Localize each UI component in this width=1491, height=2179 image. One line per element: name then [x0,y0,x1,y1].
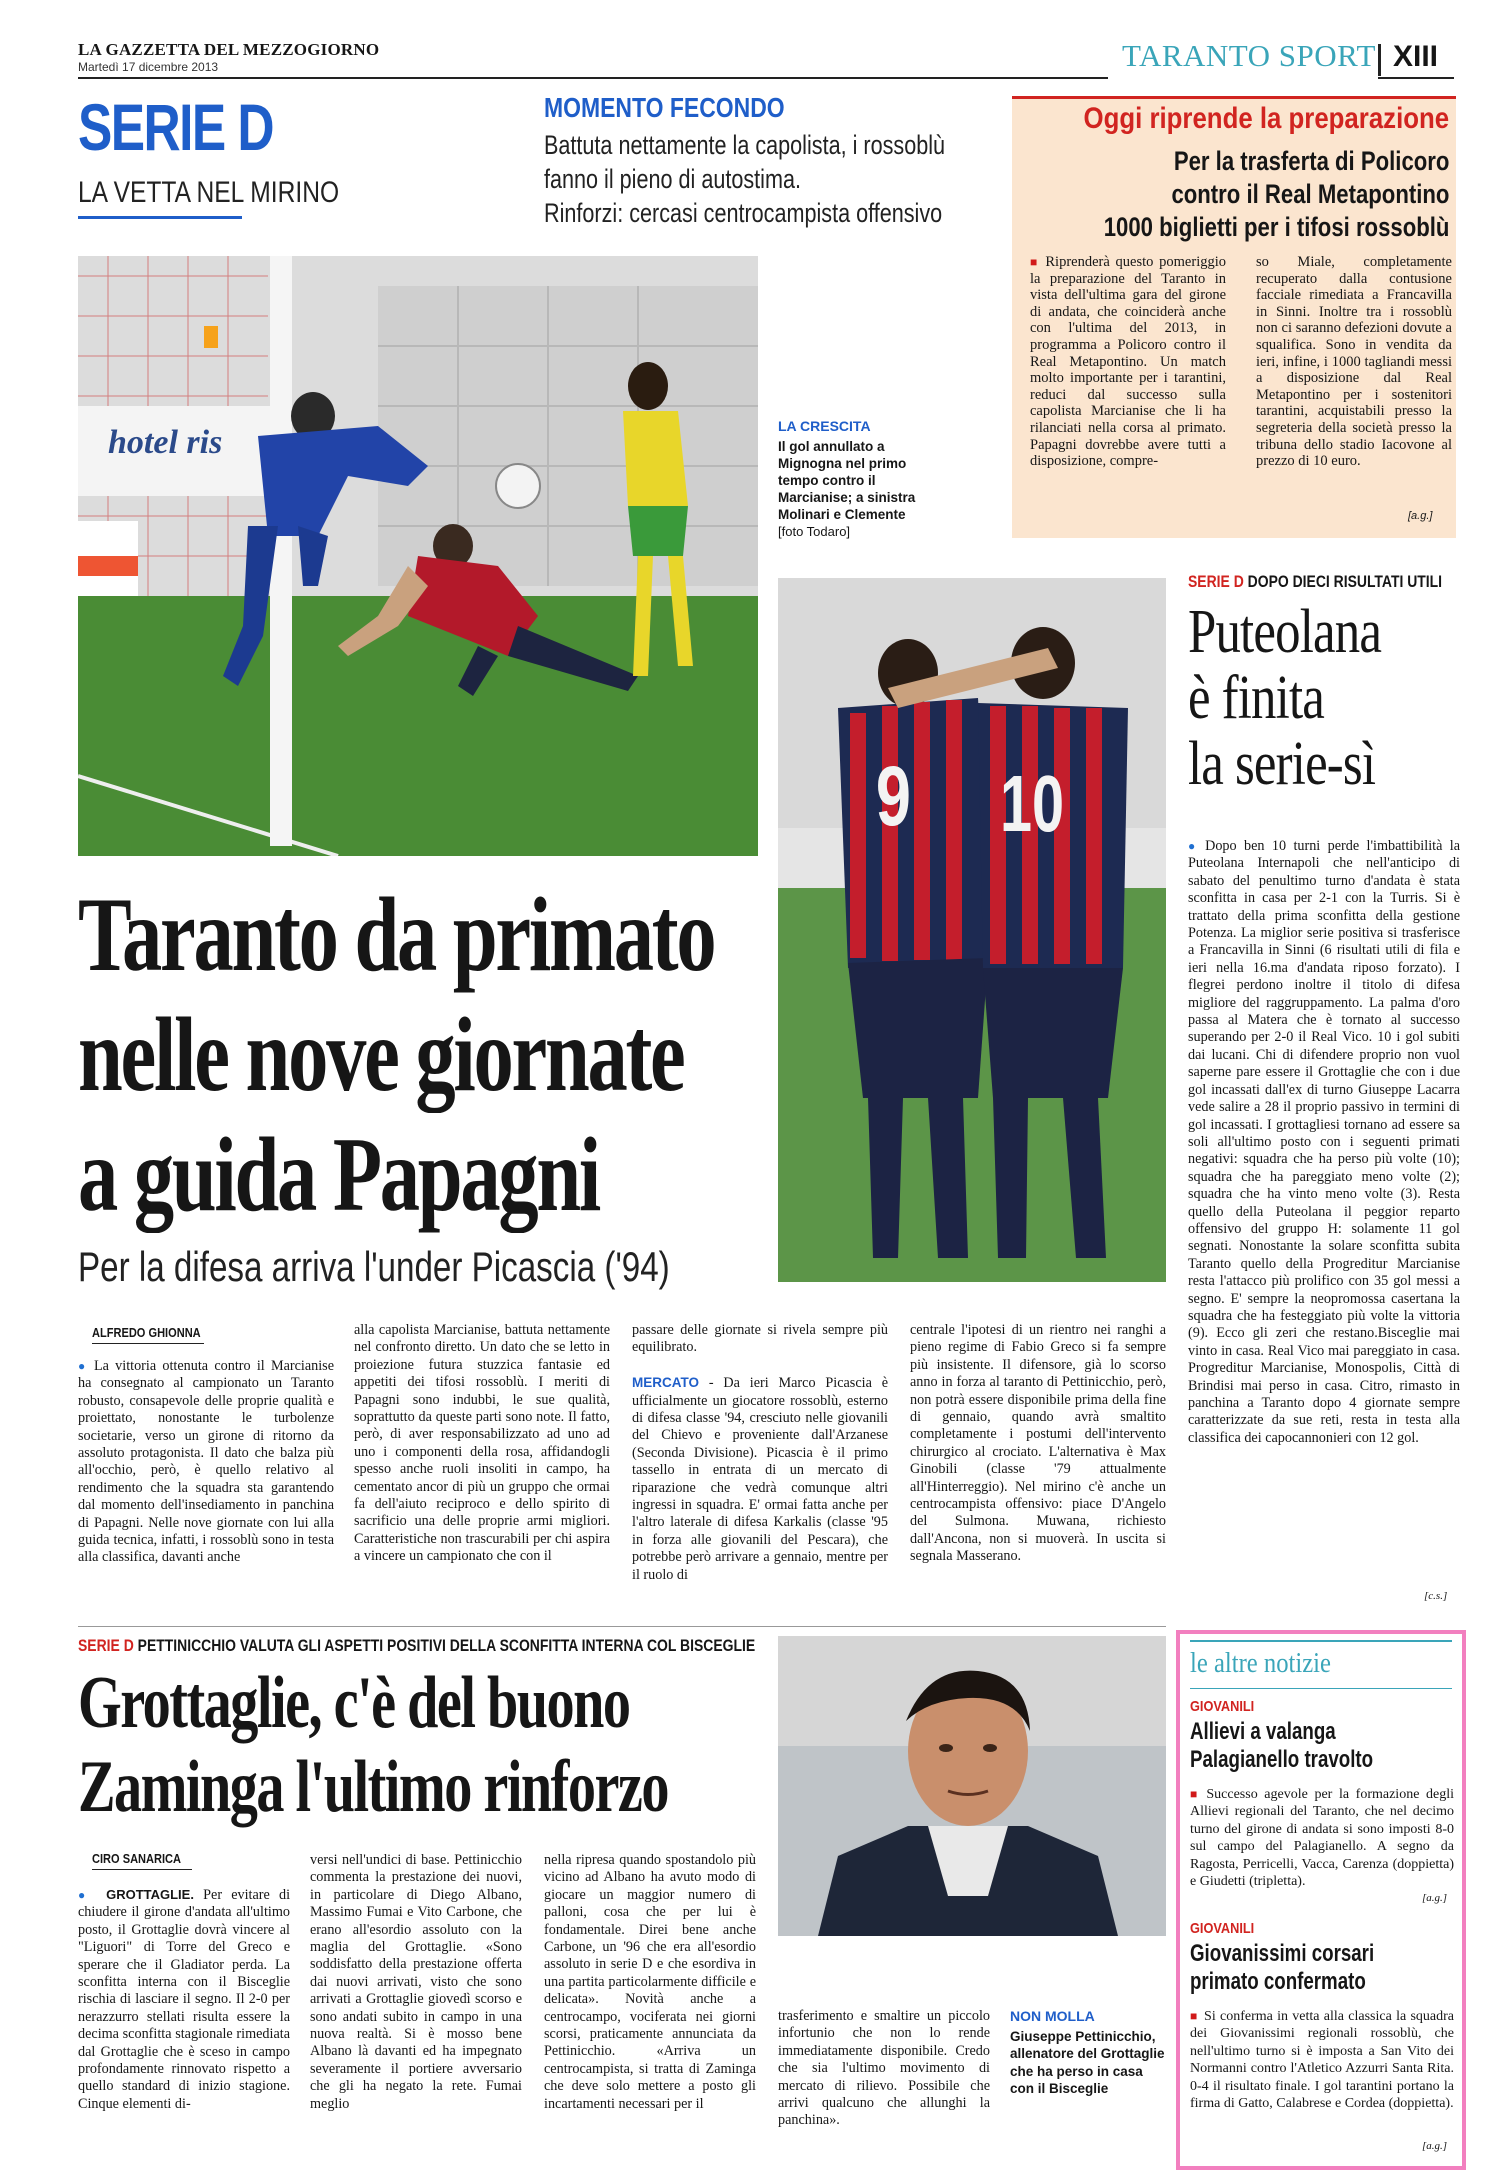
masthead-divider [1378,44,1381,76]
masthead-page-number: XIII [1393,40,1439,73]
grottaglie-col4: trasferimento e smaltire un piccolo infortunio che non lo rende immediatamente disponibile. Credo che sia l'ultimo movimento di mercato di rilievo. Possibile che arrivi qualcuno che allunghi la panchina». [778,2008,990,2129]
preparation-box [1012,96,1456,538]
celebration-illustration [778,578,1166,1282]
grottaglie-kicker-text: PETTINICCHIO VALUTA GLI ASPETTI POSITIVI DELLA SCONFITTA INTERNA COL BISCEGLIE [137,1636,756,1655]
puteolana-kicker [1188,572,1442,592]
tagline-underline [78,216,242,219]
main-col4: centrale l'ipotesi di un rientro nei ranghi a pieno regime di Fabio Greco si fa sempre più insistente. Il difensore, già lo scorso anno in forza al taranto di Pettinicchio, però, non potrà essere disponibile prima della fine di gennaio, quando avrà smaltito completamente i postumi dell'intervento chirurgico al crociato. L'alternativa è Max Ginobili (classe '79 attualmente all'Hinterreggio). Nel mirino c'è anche un centrocampista offensivo: piace D'Angelo del Sulmona. Muwana, richiesto dall'Ancona, non si muoverà. In uscita si segnala Masserano. [910,1322,1166,1565]
shirt-number-9: 9 [875,749,911,843]
preparation-col1: ■ Riprenderà questo pomeriggio la preparazione del Taranto in vista dell'ultima gara del girone di andata, che coinciderà anche con l'ultima del 2013, in programma a Policoro contro il Real Metapontino. Un match molto importante per i tarantini, reduci dal successo sulla capolista Marcianise che li ha rilanciati nella corsa al primato. Papagni dovrebbe avere tutti a disposizione, compre- [1030,254,1226,470]
grottaglie-author: CIRO SANARICA [92,1851,182,1866]
billboard-text: hotel ris [108,424,223,461]
grottaglie-col3: nella ripresa quando spostandolo più vicino ad Albano ha avuto modo di giocare un maggior numero di palloni, cosa che per lui è fondamentale. Direi bene anche Carbone, un '96 che era all'esordio assoluto in serie D e che esordiva in una partita particolarmente difficile e delicata». Novità anche a centrocampo, vociferata nei giorni scorsi, praticamente annunciata da Pettinicchio. «Arriva un centrocampista, si tratta di Zaminga che deve solo mettere a posto gli incartamenti necessari per il [544,1852,756,2112]
main-col2: alla capolista Marcianise, battuta nettamente nel confronto diretto. Un dato che se letto in proiezione futura stuzzica fantasie ed appetiti dei tifosi rossoblù. I meriti di Papagni sono indubbi, le sue qualità, soprattutto da queste parti sono note. Il fatto, però, di aver responsabilizzato ad uno ad uno i componenti della rosa, affidandogli spesso anche ruoli insoliti in campo, ha cementato ancor di più un gruppo che ormai fa dell'aiuto reciproco e dello spirito di sacrificio una delle proprie armi migliori. Caratteristiche non trascurabili per chi aspira a vincere un campionato che con il [354,1322,610,1565]
other-news-title: le altre notizie [1190,1648,1331,1679]
preparation-signature: [a.g.] [1408,510,1433,522]
grottaglie-col1-text: Per evitare di chiudere il girone d'andata all'ultimo posto, il Grottaglie dovrà vincere al "Liguori" di Torre del Greco e sperare che il Gladiator perda. La sconfitta interna con il Bisceglie rischia di lasciare il segno. Il 2-0 per nerazzurro stellati risulta essere la decima sconfitta stagionale rimediata dal Grottaglie che è sceso in campo profondamente rinnovato rispetto a quello standard di inizio stagione. Cinque elementi di- [78,1887,291,2112]
grottaglie-col1 [78,1886,290,2113]
shirt-number-10: 10 [1000,759,1065,848]
photo1-caption-kicker: LA CRESCITA [778,418,871,434]
grottaglie-kicker [78,1636,755,1656]
masthead-rule [78,77,1108,79]
coach-caption: Giuseppe Pettinicchio, allenatore del Grottaglie che ha perso in casa con il Bisceglie [1010,2029,1165,2097]
grottaglie-kicker-league: SERIE D [78,1636,134,1655]
puteolana-kicker-league: SERIE D [1188,572,1244,591]
main-col1: ● La vittoria ottenuta contro il Marcianise ha consegnato al campionato un Taranto robusto, consapevole delle proprie qualità e proiettato, nonostante le turbolenze societarie, verso un girone di ritorno da assoluto protagonista. Il dato che balza più all'occhio, però, è quello relativo al rendimento che la squadra sta garantendo dal momento dell'insediamento in panchina di Papagni. Nelle nove giornate con lui alla guida tecnica, infatti, i rossoblù sono in testa alla classifica, davanti anche [78,1358,334,1567]
puteolana-signature: [c.s.] [1424,1590,1448,1602]
item1-signature: [a.g.] [1422,1892,1448,1904]
item1-kicker: GIOVANILI [1190,1698,1255,1715]
other-news-box [1176,1630,1466,2170]
league-tagline: LA VETTA NEL MIRINO [78,176,340,209]
puteolana-body: ● Dopo ben 10 turni perde l'imbattibilità la Puteolana Internapoli che nell'anticipo di sabato del penultimo turno d'andata è stata sconfitta in casa per 2-1 con la Turris. Si è trattato della prima sconfitta della gestione Potenza. La miglior serie positiva si trasferisce a Francavilla in Sinni (6 risultati utili di fila e ieri nella 16.ma d'andata riposo forzato). I flegrei perdono inoltre il titolo di difesa migliore del raggruppamento. La palma d'oro passa al Matera che è tornato al successo superando per 2-0 il Real Vico. 10 i gol subiti dai lucani. Chi di difendere proprio non vuol saperne pare essere il Grottaglie che con i due gol incassati dall'ex di turno Giuseppe Lacarra vede salire a 28 il proprio passivo in termini di gol incassati. I grottagliesi tornano ad essere sa soli all'ultimo posto con i seguenti primati negativi: squadra che ha perso più volte (10); squadra che ha pareggiato meno volte (2); squadra che ha vinto meno volte (3). Resta quello della Puteolana il peggior reparto offensivo del gruppo H: solamente 11 gol segnati. Nonostante la solare sconfitta subita Taranto quello della Progreditur Marcianise resta l'attacco più prolifico con 35 gol messi a segno. E' sempre la neopromossa casertana la squadra che ha festeggiato più volte la vittoria (9). Ecco gli zeri che restano.Bisceglie mai vinto in casa. Real Vico mai pareggiato in casa. Progreditur Marcianise, Monospolis, Città di Brindisi mai perso in casa. Citro, rimasto in panchina a Taranto dopo 4 giornate sempre caratterizzate da sue reti, resta in testa alla classifica dei capocannonieri con 12 gol. [1188,838,1460,1447]
preparation-title-3: 1000 biglietti per i tifosi rossoblù [1103,212,1450,242]
momento-subhead-1: Battuta nettamente la capolista, i rossoblù [544,130,946,160]
item2-kicker: GIOVANILI [1190,1920,1255,1937]
puteolana-headline-3: la serie-sì [1188,730,1376,798]
masthead-rule-right [1378,77,1454,79]
grottaglie-dateline: GROTTAGLIE. [106,1887,194,1902]
main-author: ALFREDO GHIONNA [92,1325,201,1340]
preparation-kicker: Oggi riprende la preparazione [1083,102,1450,135]
grottaglie-headline-2: Zaminga l'ultimo rinforzo [78,1746,668,1828]
item1-title-2: Palagianello travolto [1190,1746,1374,1773]
item2-body: ■ Si conferma in vetta alla classica la squadra dei Giovanissimi regionali rossoblù, che nell'ultimo turno si è imposta a San Vito dei Normanni contro l'Atletico Azzurri Santa Rita. 0-4 il risultato finale. I gol tarantini portano la firma di Gatto, Calabrese e Cordea (doppietta). [1190,2008,1454,2112]
momento-subhead-3: Rinforzi: cercasi centrocampista offensivo [544,198,943,228]
main-col3-text-b: - Da ieri Marco Picascia è ufficialmente un giocatore rossoblù, esterno di difesa classe '94, cresciuto nelle giovanili del Chievo e proveniente dall'Arzanese (Seconda Divisione). Picascia è il primo tassello in entrata di un mercato di riparazione che vedrà comunque altri ingressi in squadra. E' ormai fatta anche per l'altro laterale di difesa Karkalis (classe '95 in forza alle giovanili del Pescara), che potrebbe però arrivare a gennaio, mentre per il ruolo di [632,1375,888,1583]
photo1-credit: [foto Todaro] [778,524,851,539]
grottaglie-headline-1: Grottaglie, c'è del buono [78,1662,630,1744]
coach-illustration [778,1636,1166,1936]
grottaglie-col2: versi nell'undici di base. Pettinicchio commenta la prestazione dei nuovi, in particolare di Diego Albano, Massimo Fumai e Vito Carbone, che erano all'esordio assoluto con la maglia del Grottaglie. «Sono soddisfatto della prestazione offerta dai nuovi arrivati, visto che sono arrivati a Grottaglie giovedì scorso e sono andati subito in campo in una nuova realtà. Si è mosso bene Albano là davanti ed ha impegnato severamente il portiere avversario che gli ha negato la rete. Fumai meglio [310,1852,522,2112]
item2-signature: [a.g.] [1422,2140,1448,2152]
section-rule [78,1626,1166,1627]
preparation-box-topline [1012,96,1456,99]
match-action-illustration [78,256,758,856]
item1-body: ■ Successo agevole per la formazione degli Allievi regionali del Taranto, che nel decimo turno del girone di andata si sono imposti 8-0 sul campo del Palagianello. A segno da Ragosta, Perricelli, Vacca, Carenza (doppietta) e Giudetti (tripletta). [1190,1786,1454,1890]
preparation-title-2: contro il Real Metapontino [1171,179,1450,209]
photo1-caption: Il gol annullato a Mignogna nel primo tempo contro il Marcianise; a sinistra Molinari e Clemente [778,439,916,522]
item2-title-1: Giovanissimi corsari [1190,1940,1375,1967]
main-author-underline [92,1343,204,1344]
league-label: SERIE D [78,90,274,164]
item2-title-2: primato confermato [1190,1968,1366,1995]
masthead-section: TARANTO SPORT [1122,38,1376,73]
item1-title-1: Allievi a valanga [1190,1718,1336,1745]
main-subheadline: Per la difesa arriva l'under Picascia ('94) [78,1243,670,1290]
main-col3-kicker: MERCATO [632,1375,699,1391]
masthead-paper-name: LA GAZZETTA DEL MEZZOGIORNO [78,40,380,59]
preparation-col2: so Miale, completamente recuperato dalla contusione facciale rimediata a Francavilla in Sinni. Inoltre tra i rossoblù non ci saranno defezioni dovute a squalifica. Sono in vendita da ieri, infine, i 1000 tagliandi messi a disposizione dal Real Metapontino per i sostenitori tarantini, acquistabili presso la segreteria della società presso la tribuna dello stadio Iacovone al prezzo di 10 euro. [1256,254,1452,470]
coach-photo [778,1636,1166,1936]
other-news-title-rule [1190,1688,1452,1689]
main-col3 [632,1322,888,1584]
momento-kicker: MOMENTO FECONDO [544,92,785,123]
preparation-title-1: Per la trasferta di Policoro [1173,146,1450,176]
coach-caption-kicker: NON MOLLA [1010,2008,1095,2024]
momento-subhead-2: fanno il pieno di autostima. [544,164,801,194]
main-headline-1: Taranto da primato [78,876,715,993]
puteolana-kicker-text: DOPO DIECI RISULTATI UTILI [1247,572,1443,591]
main-headline-3: a guida Papagni [78,1116,599,1233]
celebration-photo [778,578,1166,1282]
masthead-date: Martedì 17 dicembre 2013 [78,60,219,74]
grottaglie-author-underline [92,1869,192,1870]
puteolana-headline-1: Puteolana [1188,598,1382,666]
main-col3-text-a: passare delle giornate si rivela sempre più equilibrato. [632,1322,888,1356]
other-news-title-rule-top [1190,1640,1452,1642]
main-headline-2: nelle nove giornate [78,996,684,1113]
puteolana-headline-2: è finita [1188,664,1325,732]
match-action-photo [78,256,758,856]
